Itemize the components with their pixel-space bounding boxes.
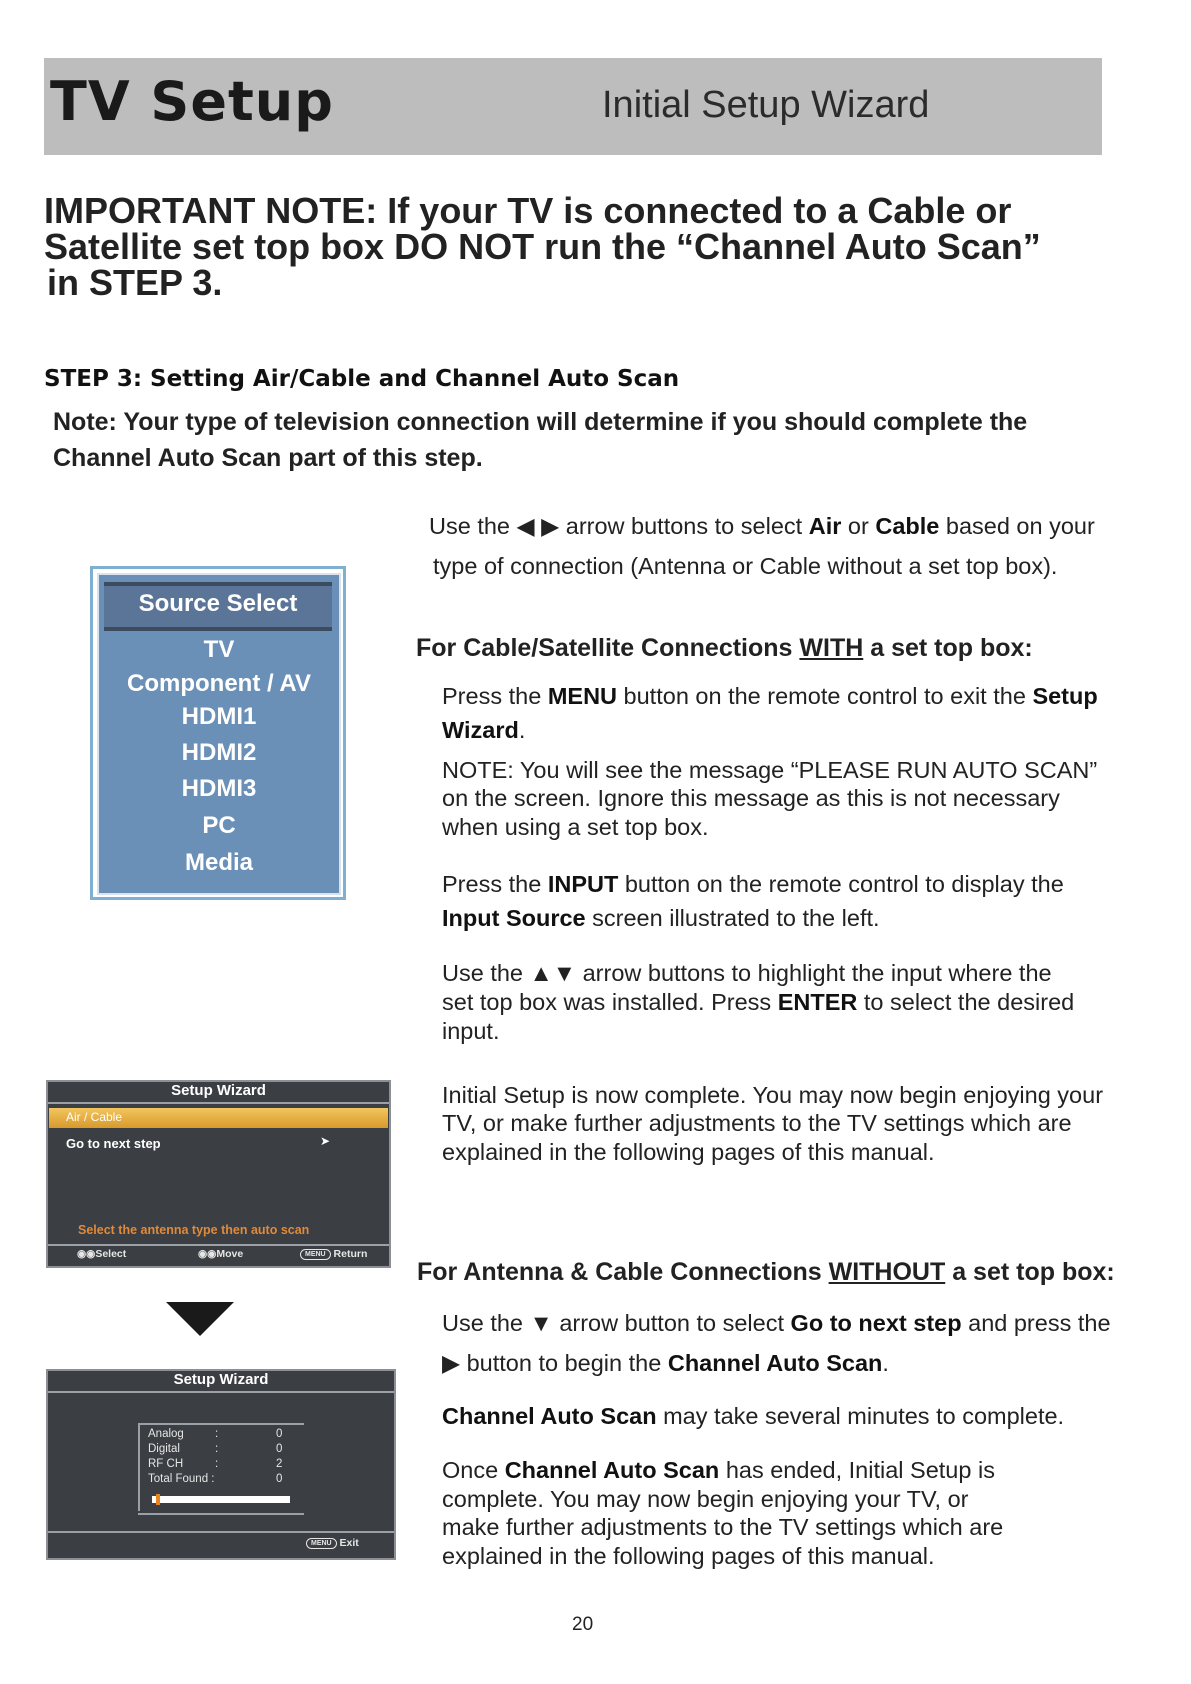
wizard1-footer-move: ◉◉Move — [198, 1248, 244, 1260]
important-note-line-3: in STEP 3. — [47, 262, 223, 303]
scan-sep: : — [215, 1458, 219, 1470]
wizard2-title-rule — [48, 1391, 394, 1393]
up-down-icon: ◉◉ — [77, 1248, 96, 1260]
important-note-line-1: IMPORTANT NOTE: If your TV is connected to a Cable or — [44, 190, 1012, 231]
right-triangle-icon: ▶ — [442, 1350, 461, 1376]
with-box-p1-line2: Wizard. — [442, 717, 526, 743]
without-box-p2: Channel Auto Scan may take several minutes to complete. — [442, 1403, 1065, 1429]
step-heading: STEP 3: Setting Air/Cable and Channel Auto Scan — [44, 366, 680, 392]
chevron-right-icon: ➤ — [320, 1134, 331, 1148]
scan-label-digital: Digital — [148, 1443, 180, 1455]
without-box-heading: For Antenna & Cable Connections WITHOUT a set top box: — [417, 1258, 1115, 1286]
with-box-p1-line1: Press the MENU button on the remote control to exit the Setup — [442, 683, 1098, 709]
menu-button-icon: MENU — [306, 1538, 337, 1549]
page-subtitle: Initial Setup Wizard — [602, 84, 930, 126]
without-box-p1-line2: ▶ button to begin the Channel Auto Scan. — [442, 1350, 889, 1376]
source-item-tv[interactable]: TV — [203, 636, 235, 663]
with-box-p3-line2: set top box was installed. Press ENTER to select the desired — [442, 989, 1075, 1015]
source-item-pc[interactable]: PC — [202, 812, 236, 839]
source-item-hdmi2[interactable]: HDMI2 — [181, 739, 257, 766]
without-box-p3-line3: make further adjustments to the TV settings which are — [442, 1514, 1004, 1540]
source-item-hdmi1[interactable]: HDMI1 — [181, 703, 257, 730]
scan-value-analog: 0 — [276, 1428, 283, 1440]
without-box-p1-line1: Use the ▼ arrow button to select Go to next step and press the — [442, 1310, 1111, 1336]
important-note-line-2: Satellite set top box DO NOT run the “Channel Auto Scan” — [44, 226, 1041, 267]
wizard2-footer-exit: MENU Exit — [306, 1537, 359, 1549]
page-number: 20 — [572, 1614, 594, 1635]
intro-line-1: Use the ◀ ▶ arrow buttons to select Air or Cable based on your — [429, 513, 1095, 539]
source-item-media[interactable]: Media — [184, 849, 253, 876]
step-note-line-2: Channel Auto Scan part of this step. — [53, 444, 483, 472]
scan-value-total: 0 — [276, 1473, 283, 1485]
with-box-note-line2: on the screen. Ignore this message as this is not necessary — [442, 785, 1060, 811]
scan-value-digital: 0 — [276, 1443, 283, 1455]
wizard1-footer-rule — [48, 1244, 389, 1246]
intro-line-2: type of connection (Antenna or Cable without a set top box). — [433, 553, 1058, 579]
left-right-arrows-icon: ◀ ▶ — [516, 513, 560, 539]
without-box-p3-line4: explained in the following pages of this manual. — [442, 1543, 935, 1569]
scan-value-rf-ch: 2 — [276, 1458, 283, 1470]
scan-sep: : — [215, 1443, 219, 1455]
wizard2-footer-rule — [48, 1531, 394, 1533]
source-item-component-av[interactable]: Component / AV — [127, 670, 311, 697]
with-box-p4-line2: TV, or make further adjustments to the TV settings which are — [442, 1110, 1072, 1136]
scan-box-left-rule — [138, 1423, 140, 1511]
page-title: TV Setup — [50, 70, 334, 133]
without-box-p3-line1: Once Channel Auto Scan has ended, Initial Setup is — [442, 1457, 995, 1483]
wizard1-footer-return: MENU Return — [300, 1248, 367, 1260]
down-arrow-icon — [166, 1302, 234, 1336]
with-box-p2-line2: Input Source screen illustrated to the left. — [442, 905, 880, 931]
menu-button-icon: MENU — [300, 1249, 331, 1260]
scan-progress-bar — [152, 1496, 290, 1503]
with-box-note-line1: NOTE: You will see the message “PLEASE RUN AUTO SCAN” — [442, 757, 1098, 783]
wizard1-title-rule — [48, 1102, 389, 1104]
with-box-p4-line3: explained in the following pages of this manual. — [442, 1139, 935, 1165]
with-box-p3-line3: input. — [442, 1018, 500, 1044]
wizard2-title: Setup Wizard — [173, 1371, 269, 1388]
wizard1-air-cable-item[interactable]: Air / Cable — [66, 1110, 123, 1124]
wizard1-next-step-item[interactable]: Go to next step — [66, 1136, 161, 1151]
source-select-title: Source Select — [138, 590, 298, 617]
wizard1-footer-select: ◉◉Select — [77, 1248, 127, 1260]
without-box-p3-line2: complete. You may now begin enjoying your TV, or — [442, 1486, 969, 1512]
with-box-p4-line1: Initial Setup is now complete. You may now begin enjoying your — [442, 1082, 1104, 1108]
down-triangle-icon: ▼ — [529, 1310, 553, 1336]
step-note-line-1: Note: Your type of television connection will determine if you should complete the — [53, 408, 1028, 436]
left-right-icon: ◉◉ — [198, 1248, 217, 1260]
wizard1-hint: Select the antenna type then auto scan — [78, 1223, 310, 1237]
source-item-hdmi3[interactable]: HDMI3 — [181, 775, 257, 802]
wizard1-title: Setup Wizard — [171, 1082, 266, 1099]
scan-label-rf-ch: RF CH — [148, 1458, 184, 1470]
scan-sep: : — [215, 1428, 219, 1440]
with-box-p2-line1: Press the INPUT button on the remote control to display the — [442, 871, 1064, 897]
scan-label-analog: Analog — [148, 1428, 184, 1440]
with-box-heading: For Cable/Satellite Connections WITH a set top box: — [416, 634, 1033, 662]
with-box-p3-line1: Use the ▲▼ arrow buttons to highlight the input where the — [442, 960, 1052, 986]
scan-label-total: Total Found : — [148, 1473, 215, 1485]
scan-progress-fill — [156, 1494, 160, 1505]
up-down-arrows-icon: ▲▼ — [529, 960, 577, 986]
with-box-note-line3: when using a set top box. — [442, 814, 709, 840]
